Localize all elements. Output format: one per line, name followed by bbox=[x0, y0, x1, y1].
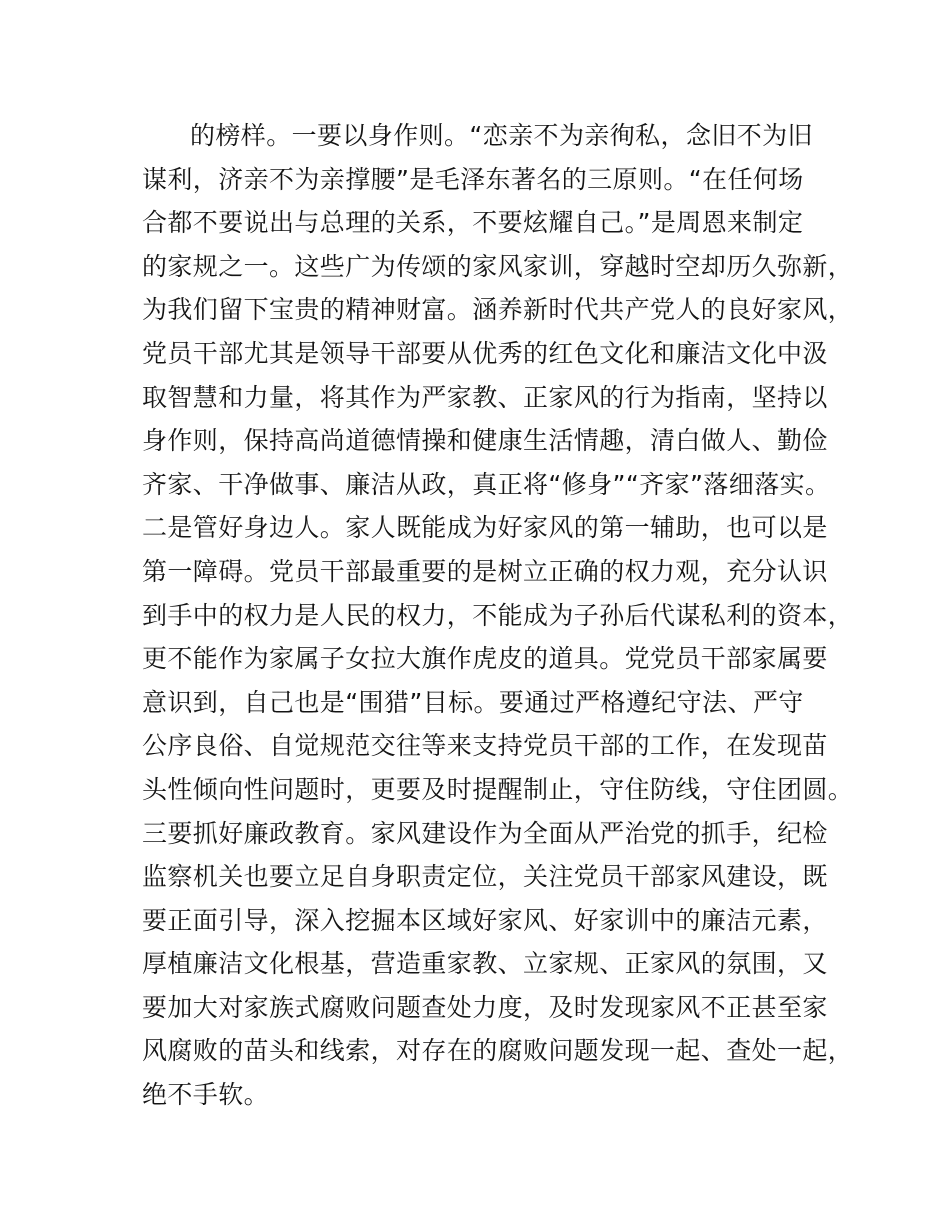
text-line-8: 身作则，保持高尚道德情操和健康生活情趣，清白做人、勤俭 bbox=[142, 426, 828, 456]
text-line-15: 公序良俗、自觉规范交往等来支持党员干部的工作，在发现苗 bbox=[142, 731, 828, 761]
text-line-9: 齐家、干净做事、廉洁从政，真正将“修身”“齐家”落细落实。 bbox=[142, 469, 831, 499]
text-line-4: 的家规之一。这些广为传颂的家风家训，穿越时空却历久弥新， bbox=[142, 251, 854, 281]
text-line-3: 合都不要说出与总理的关系，不要炫耀自己。”是周恩来制定 bbox=[142, 208, 804, 238]
text-line-13: 更不能作为家属子女拉大旗作虎皮的道具。党党员干部家属要 bbox=[142, 644, 828, 674]
text-line-2: 谋利，济亲不为亲撑腰”是毛泽东著名的三原则。“在任何场 bbox=[142, 164, 804, 194]
text-line-22: 风腐败的苗头和线索，对存在的腐败问题发现一起、查处一起， bbox=[142, 1036, 854, 1066]
text-line-5: 为我们留下宝贵的精神财富。涵养新时代共产党人的良好家风， bbox=[142, 295, 854, 325]
text-line-20: 厚植廉洁文化根基，营造重家教、立家规、正家风的氛围，又 bbox=[142, 949, 828, 979]
text-line-12: 到手中的权力是人民的权力，不能成为子孙后代谋私利的资本， bbox=[142, 600, 854, 630]
text-line-10: 二是管好身边人。家人既能成为好家风的第一辅助，也可以是 bbox=[142, 513, 828, 543]
text-line-21: 要加大对家族式腐败问题查处力度，及时发现家风不正甚至家 bbox=[142, 992, 828, 1022]
text-line-16: 头性倾向性问题时，更要及时提醒制止，守住防线，守住团圆。 bbox=[142, 774, 854, 804]
text-line-23: 绝不手软。 bbox=[142, 1080, 270, 1110]
body-paragraph bbox=[142, 114, 854, 1117]
text-line-19: 要正面引导，深入挖掘本区域好家风、好家训中的廉洁元素， bbox=[142, 905, 828, 935]
text-line-18: 监察机关也要立足自身职责定位，关注党员干部家风建设，既 bbox=[142, 862, 828, 892]
text-line-1: 的榜样。一要以身作则。“恋亲不为亲徇私，念旧不为旧 bbox=[190, 121, 813, 150]
text-line-11: 第一障碍。党员干部最重要的是树立正确的权力观，充分认识 bbox=[142, 556, 828, 586]
text-line-14: 意识到，自己也是“围猎”目标。要通过严格遵纪守法、严守 bbox=[142, 687, 804, 717]
text-line-6: 党员干部尤其是领导干部要从优秀的红色文化和廉洁文化中汲 bbox=[142, 338, 828, 368]
text-line-7: 取智慧和力量，将其作为严家教、正家风的行为指南，坚持以 bbox=[142, 382, 828, 412]
text-line-17: 三要抓好廉政教育。家风建设作为全面从严治党的抓手，纪检 bbox=[142, 818, 828, 848]
